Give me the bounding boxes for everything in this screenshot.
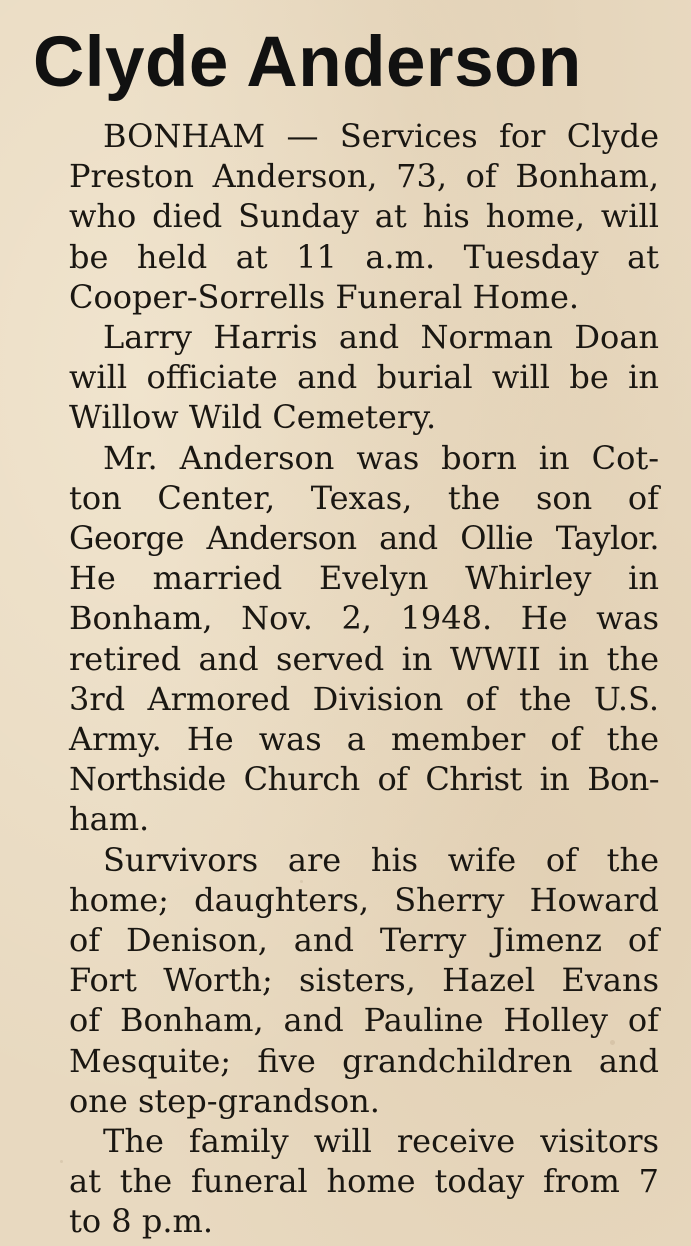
paragraph-services xyxy=(35,116,659,317)
text-line: ham. xyxy=(69,800,150,839)
text-line: Fort Worth; sisters, Hazel Evans xyxy=(69,961,659,1000)
obituary-body xyxy=(35,116,659,1242)
text-line: who died Sunday at his home, will xyxy=(69,197,659,236)
text-line: at the funeral home today from 7 xyxy=(69,1162,659,1201)
text-line: Northside Church of Christ in Bon- xyxy=(69,760,659,799)
text-line: Army. He was a member of the xyxy=(69,720,659,759)
text-line: Mesquite; five grandchildren and xyxy=(69,1041,659,1080)
text-line: Larry Harris and Norman Doan xyxy=(103,318,659,357)
text-line: The family will receive visitors xyxy=(103,1122,659,1161)
paragraph-visitation xyxy=(35,1121,659,1242)
text-line: to 8 p.m. xyxy=(69,1202,213,1241)
text-line: Mr. Anderson was born in Cot- xyxy=(103,438,659,477)
paragraph-biography xyxy=(35,438,659,840)
text-line: Preston Anderson, 73, of Bonham, xyxy=(69,157,659,196)
text-line: of Denison, and Terry Jimenz of xyxy=(69,921,659,960)
text-line: be held at 11 a.m. Tuesday at xyxy=(69,237,659,276)
text-line: Willow Wild Cemetery. xyxy=(69,398,437,437)
text-line: 3rd Armored Division of the U.S. xyxy=(69,679,659,718)
paragraph-officiants xyxy=(35,317,659,438)
text-line: Cooper-Sorrells Funeral Home. xyxy=(69,277,580,316)
text-line: of Bonham, and Pauline Holley of xyxy=(69,1001,659,1040)
text-line: George Anderson and Ollie Taylor. xyxy=(69,519,659,558)
text-line: will officiate and burial will be in xyxy=(69,358,659,397)
text-line: Survivors are his wife of the xyxy=(103,840,659,879)
text-line: Bonham, Nov. 2, 1948. He was xyxy=(69,599,659,638)
paragraph-survivors xyxy=(35,840,659,1121)
text-line: one step-grandson. xyxy=(69,1081,380,1120)
obituary-headline: Clyde Anderson xyxy=(33,23,582,102)
text-line: He married Evelyn Whirley in xyxy=(69,559,659,598)
text-line: retired and served in WWII in the xyxy=(69,639,659,678)
text-line: ton Center, Texas, the son of xyxy=(69,478,659,517)
text-line: home; daughters, Sherry Howard xyxy=(69,880,659,919)
text-line: BONHAM — Services for Clyde xyxy=(103,117,659,155)
